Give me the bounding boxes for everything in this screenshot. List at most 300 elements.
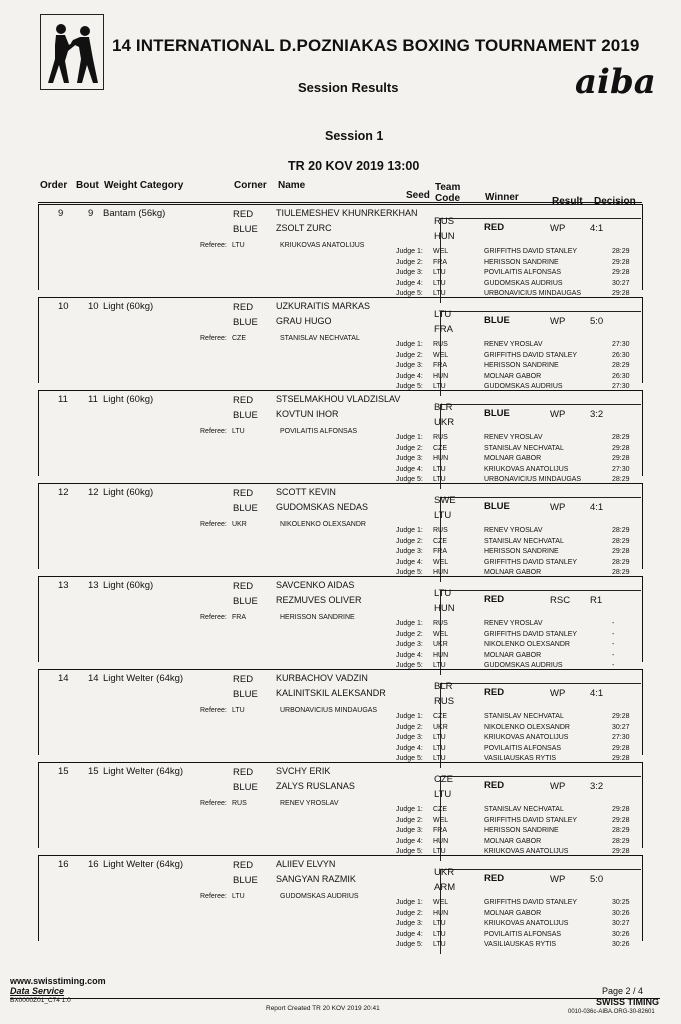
judge-country: LTU [433, 662, 446, 669]
judge-country: CZE [433, 444, 447, 452]
judge-country: LTU [433, 465, 446, 473]
footer-page-number: Page 2 / 4 [602, 986, 644, 996]
bout-order: 15 [58, 766, 69, 777]
judge-score: 29:28 [612, 848, 630, 855]
decision-score: R1 [590, 595, 603, 606]
referee-country: CZE [232, 335, 246, 342]
judge-score: 29:28 [612, 744, 630, 752]
blue-team-code: LTU [434, 789, 452, 800]
judge-country: WEL [433, 899, 449, 906]
blue-team-code: UKR [434, 417, 455, 428]
referee-name: STANISLAV NECHVATAL [280, 335, 360, 342]
judge-label: Judge 5: [396, 290, 423, 297]
bout-block [0, 204, 681, 297]
judge-label: Judge 2: [396, 444, 423, 452]
judge-country: RUS [433, 527, 448, 534]
judge-name: MOLNAR GABOR [484, 837, 542, 845]
bout-border [642, 483, 643, 569]
judge-score: - [612, 641, 615, 648]
col-bout: Bout [76, 180, 99, 191]
judge-label: Judge 5: [396, 848, 423, 855]
col-weight: Weight Category [104, 180, 184, 191]
col-team-code: Team Code [435, 182, 461, 204]
weight-category: Light (60kg) [103, 487, 154, 498]
blue-team-code: HUN [434, 231, 455, 242]
corner-red: RED [233, 860, 254, 871]
judge-name: STANISLAV NECHVATAL [484, 713, 564, 720]
judge-name: MOLNAR GABOR [484, 372, 542, 380]
judge-score: 29:28 [612, 258, 630, 266]
judge-country: LTU [433, 290, 446, 297]
judge-name: GRIFFITHS DAVID STANLEY [484, 630, 578, 638]
judge-label: Judge 1: [396, 341, 423, 348]
judge-name: MOLNAR GABOR [484, 569, 542, 576]
red-team-code: LTU [434, 588, 452, 599]
col-result: Result [552, 196, 583, 207]
judge-label: Judge 3: [396, 269, 423, 276]
judge-name: MOLNAR GABOR [484, 455, 542, 462]
winner-corner: BLUE [484, 408, 510, 419]
judge-name: HERISSON SANDRINE [484, 827, 559, 834]
judge-score: 29:28 [612, 455, 630, 462]
referee-name: POVILAITIS ALFONSAS [280, 428, 358, 435]
judge-label: Judge 1: [396, 434, 423, 441]
blue-team-code: FRA [434, 324, 453, 335]
bout-border [38, 669, 39, 755]
judge-country: LTU [433, 279, 446, 287]
red-team-code: SWE [434, 495, 456, 506]
judge-country: LTU [433, 848, 446, 855]
judge-country: RUS [433, 620, 448, 627]
judge-name: HERISSON SANDRINE [484, 362, 559, 369]
blue-boxer-name: SANGYAN RAZMIK [276, 874, 356, 884]
judge-label: Judge 4: [396, 837, 423, 845]
referee-name: HERISSON SANDRINE [280, 614, 355, 621]
judge-label: Judge 5: [396, 941, 423, 948]
referee-name: GUDOMSKAS AUDRIUS [280, 893, 359, 900]
judge-name: STANISLAV NECHVATAL [484, 806, 564, 813]
judge-name: GUDOMSKAS AUDRIUS [484, 279, 563, 287]
judge-name: KRIUKOVAS ANATOLIJUS [484, 734, 569, 741]
red-team-code: CZE [434, 774, 453, 785]
blue-team-code: HUN [434, 603, 455, 614]
footer-code: BX0000Z01_C74 1.0 [10, 997, 71, 1004]
decision-score: 4:1 [590, 502, 604, 513]
bout-block [0, 297, 681, 390]
result-type: WP [550, 316, 566, 327]
red-boxer-name: SCOTT KEVIN [276, 487, 336, 497]
bout-order: 12 [58, 487, 69, 498]
judge-label: Judge 3: [396, 362, 423, 369]
judge-name: KRIUKOVAS ANATOLIJUS [484, 920, 569, 927]
judge-score: 27:30 [612, 465, 630, 473]
judge-country: HUN [433, 569, 449, 576]
winner-corner: RED [484, 873, 505, 884]
judge-name: GRIFFITHS DAVID STANLEY [484, 816, 578, 824]
judge-name: POVILAITIS ALFONSAS [484, 269, 562, 276]
judge-label: Judge 1: [396, 248, 423, 255]
judge-name: VASILIAUSKAS RYTIS [484, 755, 557, 762]
judge-score: 28:29 [612, 827, 630, 834]
referee-country: UKR [232, 521, 247, 528]
bout-border [642, 204, 643, 290]
corner-blue: BLUE [233, 410, 258, 421]
boxers-logo [40, 14, 104, 90]
tournament-title: 14 INTERNATIONAL D.POZNIAKAS BOXING TOURNAMENT 2019 [112, 36, 640, 55]
red-boxer-name: KURBACHOV VADZIN [276, 673, 368, 683]
red-boxer-name: UZKURAITIS MARKAS [276, 301, 371, 311]
judge-label: Judge 2: [396, 723, 423, 731]
corner-red: RED [233, 581, 254, 592]
corner-blue: BLUE [233, 596, 258, 607]
judge-country: LTU [433, 755, 446, 762]
result-type: RSC [550, 595, 571, 606]
referee-country: RUS [232, 800, 247, 807]
red-boxer-name: ALIIEV ELVYN [276, 859, 336, 869]
referee-country: LTU [232, 242, 245, 249]
weight-category: Bantam (56kg) [103, 208, 166, 219]
session-datetime: TR 20 KOV 2019 13:00 [288, 159, 420, 173]
col-seed: Seed [406, 190, 430, 201]
judge-name: GRIFFITHS DAVID STANLEY [484, 899, 578, 906]
judge-label: Judge 2: [396, 909, 423, 917]
winner-corner: RED [484, 594, 505, 605]
col-name: Name [278, 180, 306, 191]
judge-country: RUS [433, 434, 448, 441]
corner-blue: BLUE [233, 503, 258, 514]
red-team-code: BLR [434, 402, 453, 413]
bout-border [38, 855, 642, 856]
corner-red: RED [233, 395, 254, 406]
corner-red: RED [233, 488, 254, 499]
bout-block [0, 576, 681, 669]
red-team-code: UKR [434, 867, 455, 878]
judge-name: MOLNAR GABOR [484, 909, 542, 917]
judge-label: Judge 1: [396, 899, 423, 906]
judge-score: 30:25 [612, 899, 630, 906]
bout-border [642, 669, 643, 755]
footer-doc-code: 0010-036c-AIBA.ORG-30-82601 [568, 1009, 655, 1015]
bout-number: 9 [88, 208, 94, 219]
judge-country: LTU [433, 734, 446, 741]
blue-boxer-name: KALINITSKIL ALEKSANDR [276, 688, 386, 698]
judge-country: WEL [433, 630, 449, 638]
judge-country: HUN [433, 455, 449, 462]
judge-label: Judge 1: [396, 620, 423, 627]
session-title: Session 1 [325, 129, 384, 143]
judge-score: 30:27 [612, 723, 630, 731]
referee-label: Referee: [200, 242, 227, 249]
referee-name: KRIUKOVAS ANATOLIJUS [280, 242, 365, 249]
footer-website[interactable]: www.swisstiming.com [10, 976, 106, 986]
judge-country: FRA [433, 258, 447, 266]
judge-label: Judge 3: [396, 827, 423, 834]
blue-boxer-name: GRAU HUGO [276, 316, 332, 326]
judge-label: Judge 5: [396, 476, 423, 483]
judge-score: 28:29 [612, 476, 630, 483]
bout-border [38, 297, 642, 298]
judge-score: 28:29 [612, 837, 630, 845]
footer-report-created: Report Created TR 20 KOV 2019 20:41 [266, 1005, 380, 1012]
blue-boxer-name: KOVTUN IHOR [276, 409, 339, 419]
page-subtitle: Session Results [298, 80, 399, 95]
judge-label: Judge 5: [396, 569, 423, 576]
red-boxer-name: STSELMAKHOU VLADZISLAV [276, 394, 401, 404]
blue-boxer-name: ZALYS RUSLANAS [276, 781, 355, 791]
red-team-code: RUS [434, 216, 455, 227]
judge-country: CZE [433, 713, 447, 720]
referee-label: Referee: [200, 893, 227, 900]
aiba-logo: aiba [575, 62, 656, 102]
result-type: WP [550, 223, 566, 234]
corner-red: RED [233, 209, 254, 220]
judge-country: WEL [433, 351, 449, 359]
judge-score: 27:30 [612, 341, 630, 348]
weight-category: Light Welter (64kg) [103, 859, 184, 870]
red-team-code: BLR [434, 681, 453, 692]
judge-country: WEL [433, 558, 449, 566]
bout-order: 9 [58, 208, 64, 219]
judge-country: FRA [433, 548, 447, 555]
bout-order: 16 [58, 859, 69, 870]
judge-label: Judge 2: [396, 351, 423, 359]
referee-country: LTU [232, 707, 245, 714]
judge-label: Judge 4: [396, 372, 423, 380]
decision-score: 3:2 [590, 781, 604, 792]
bout-border [38, 483, 642, 484]
footer-divider [10, 998, 660, 999]
winner-corner: BLUE [484, 315, 510, 326]
judge-label: Judge 4: [396, 558, 423, 566]
referee-label: Referee: [200, 428, 227, 435]
judge-score: - [612, 651, 615, 659]
bout-number: 15 [88, 766, 99, 777]
judge-score: 30:27 [612, 920, 630, 927]
judge-score: 28:29 [612, 362, 630, 369]
bout-block [0, 855, 681, 948]
bout-order: 11 [58, 394, 68, 405]
judge-label: Judge 4: [396, 651, 423, 659]
judge-label: Judge 3: [396, 455, 423, 462]
winner-corner: RED [484, 780, 505, 791]
result-type: WP [550, 781, 566, 792]
judge-country: FRA [433, 362, 447, 369]
bout-border [38, 297, 39, 383]
weight-category: Light (60kg) [103, 394, 154, 405]
judge-label: Judge 2: [396, 258, 423, 266]
bout-border [642, 390, 643, 476]
bout-number: 16 [88, 859, 99, 870]
judge-name: NIKOLENKO OLEXSANDR [484, 641, 570, 648]
judge-score: 29:28 [612, 290, 630, 297]
blue-team-code: ARM [434, 882, 456, 893]
weight-category: Light (60kg) [103, 301, 154, 312]
weight-category: Light Welter (64kg) [103, 766, 184, 777]
judge-name: GRIFFITHS DAVID STANLEY [484, 558, 578, 566]
weight-category: Light Welter (64kg) [103, 673, 184, 684]
judge-name: GRIFFITHS DAVID STANLEY [484, 248, 578, 255]
bout-border [38, 204, 642, 205]
bout-order: 10 [58, 301, 69, 312]
bout-border [38, 762, 642, 763]
decision-score: 4:1 [590, 688, 604, 699]
judge-name: URBONAVICIUS MINDAUGAS [484, 290, 582, 297]
red-team-code: LTU [434, 309, 452, 320]
bout-border [38, 576, 39, 662]
winner-corner: RED [484, 687, 505, 698]
judge-score: 29:28 [612, 806, 630, 813]
judge-name: POVILAITIS ALFONSAS [484, 744, 562, 752]
referee-name: NIKOLENKO OLEXSANDR [280, 521, 366, 528]
judge-country: LTU [433, 941, 446, 948]
bout-block [0, 483, 681, 576]
judge-name: GRIFFITHS DAVID STANLEY [484, 351, 578, 359]
judge-score: 30:26 [612, 941, 630, 948]
judge-name: KRIUKOVAS ANATOLIJUS [484, 465, 569, 473]
red-boxer-name: TIULEMESHEV KHUNRKERKHAN [276, 208, 418, 218]
judge-name: VASILIAUSKAS RYTIS [484, 941, 557, 948]
decision-score: 5:0 [590, 316, 604, 327]
judge-country: LTU [433, 476, 446, 483]
bout-border [642, 576, 643, 662]
referee-name: URBONAVICIUS MINDAUGAS [280, 707, 378, 714]
judge-name: STANISLAV NECHVATAL [484, 444, 564, 452]
judge-score: 27:30 [612, 734, 630, 741]
judge-country: WEL [433, 248, 449, 255]
judge-label: Judge 2: [396, 816, 423, 824]
footer-swiss-timing: SWISS TIMING [596, 997, 659, 1007]
decision-score: 3:2 [590, 409, 604, 420]
referee-label: Referee: [200, 800, 227, 807]
judge-name: MOLNAR GABOR [484, 651, 542, 659]
bout-border [38, 483, 39, 569]
judge-name: RENEV YROSLAV [484, 620, 543, 627]
judge-label: Judge 2: [396, 537, 423, 545]
judge-score: 30:26 [612, 930, 630, 938]
judge-name: URBONAVICIUS MINDAUGAS [484, 476, 582, 483]
judge-country: HUN [433, 909, 449, 917]
referee-country: FRA [232, 614, 246, 621]
bout-number: 12 [88, 487, 99, 498]
judge-name: NIKOLENKO OLEXSANDR [484, 723, 570, 731]
corner-blue: BLUE [233, 782, 258, 793]
result-type: WP [550, 502, 566, 513]
weight-category: Light (60kg) [103, 580, 154, 591]
referee-label: Referee: [200, 521, 227, 528]
judge-name: HERISSON SANDRINE [484, 548, 559, 555]
bout-block [0, 762, 681, 855]
judge-label: Judge 3: [396, 920, 423, 927]
bout-border [642, 855, 643, 941]
judge-score: - [612, 630, 615, 638]
bout-number: 13 [88, 580, 99, 591]
judge-label: Judge 4: [396, 744, 423, 752]
judge-label: Judge 2: [396, 630, 423, 638]
referee-country: LTU [232, 428, 245, 435]
corner-red: RED [233, 767, 254, 778]
bout-border [642, 297, 643, 383]
referee-country: LTU [232, 893, 245, 900]
corner-red: RED [233, 674, 254, 685]
judge-score: 29:28 [612, 816, 630, 824]
judge-label: Judge 4: [396, 465, 423, 473]
referee-label: Referee: [200, 335, 227, 342]
judge-label: Judge 1: [396, 806, 423, 813]
judge-name: GUDOMSKAS AUDRIUS [484, 662, 563, 669]
judge-country: HUN [433, 837, 449, 845]
red-boxer-name: SAVCENKO AIDAS [276, 580, 355, 590]
bout-border [38, 390, 642, 391]
judge-score: 29:28 [612, 548, 630, 555]
referee-name: RENEV YROSLAV [280, 800, 339, 807]
judge-name: HERISSON SANDRINE [484, 258, 559, 266]
judge-label: Judge 5: [396, 383, 423, 390]
judge-score: 28:29 [612, 527, 630, 534]
judge-name: POVILAITIS ALFONSAS [484, 930, 562, 938]
judge-label: Judge 1: [396, 713, 423, 720]
judge-label: Judge 4: [396, 930, 423, 938]
col-winner: Winner [485, 192, 519, 203]
referee-label: Referee: [200, 614, 227, 621]
winner-corner: BLUE [484, 501, 510, 512]
judge-name: KRIUKOVAS ANATOLIJUS [484, 848, 569, 855]
judge-label: Judge 5: [396, 662, 423, 669]
corner-blue: BLUE [233, 317, 258, 328]
judge-country: LTU [433, 920, 446, 927]
bout-block [0, 390, 681, 483]
judge-score: 29:28 [612, 269, 630, 276]
decision-score: 5:0 [590, 874, 604, 885]
judge-label: Judge 3: [396, 548, 423, 555]
judge-country: LTU [433, 269, 446, 276]
judge-label: Judge 1: [396, 527, 423, 534]
bout-number: 11 [88, 394, 98, 405]
judge-score: 28:29 [612, 569, 630, 576]
judge-name: RENEV YROSLAV [484, 527, 543, 534]
judge-label: Judge 3: [396, 734, 423, 741]
judge-score: 29:28 [612, 755, 630, 762]
col-decision: Decision [594, 196, 636, 207]
corner-blue: BLUE [233, 224, 258, 235]
bout-border [38, 855, 39, 941]
judge-score: 30:26 [612, 909, 630, 917]
footer-data-service: Data Service [10, 986, 65, 996]
bout-number: 10 [88, 301, 99, 312]
blue-boxer-name: GUDOMSKAS NEDAS [276, 502, 369, 512]
judge-name: STANISLAV NECHVATAL [484, 537, 564, 545]
bout-border [38, 669, 642, 670]
judge-score: 29:28 [612, 444, 630, 452]
blue-team-code: RUS [434, 696, 455, 707]
col-corner: Corner [234, 180, 267, 191]
bout-order: 13 [58, 580, 69, 591]
corner-red: RED [233, 302, 254, 313]
red-boxer-name: SVCHY ERIK [276, 766, 331, 776]
result-type: WP [550, 688, 566, 699]
judge-name: GUDOMSKAS AUDRIUS [484, 383, 563, 390]
judge-country: CZE [433, 537, 447, 545]
judge-score: 30:27 [612, 279, 630, 287]
judge-country: UKR [433, 723, 448, 731]
col-order: Order [40, 180, 68, 191]
judge-country: LTU [433, 744, 446, 752]
judge-country: FRA [433, 827, 447, 834]
blue-boxer-name: ZSOLT ZURC [276, 223, 332, 233]
judge-label: Judge 3: [396, 641, 423, 648]
bout-border [38, 390, 39, 476]
result-type: WP [550, 874, 566, 885]
judge-score: 28:29 [612, 537, 630, 545]
